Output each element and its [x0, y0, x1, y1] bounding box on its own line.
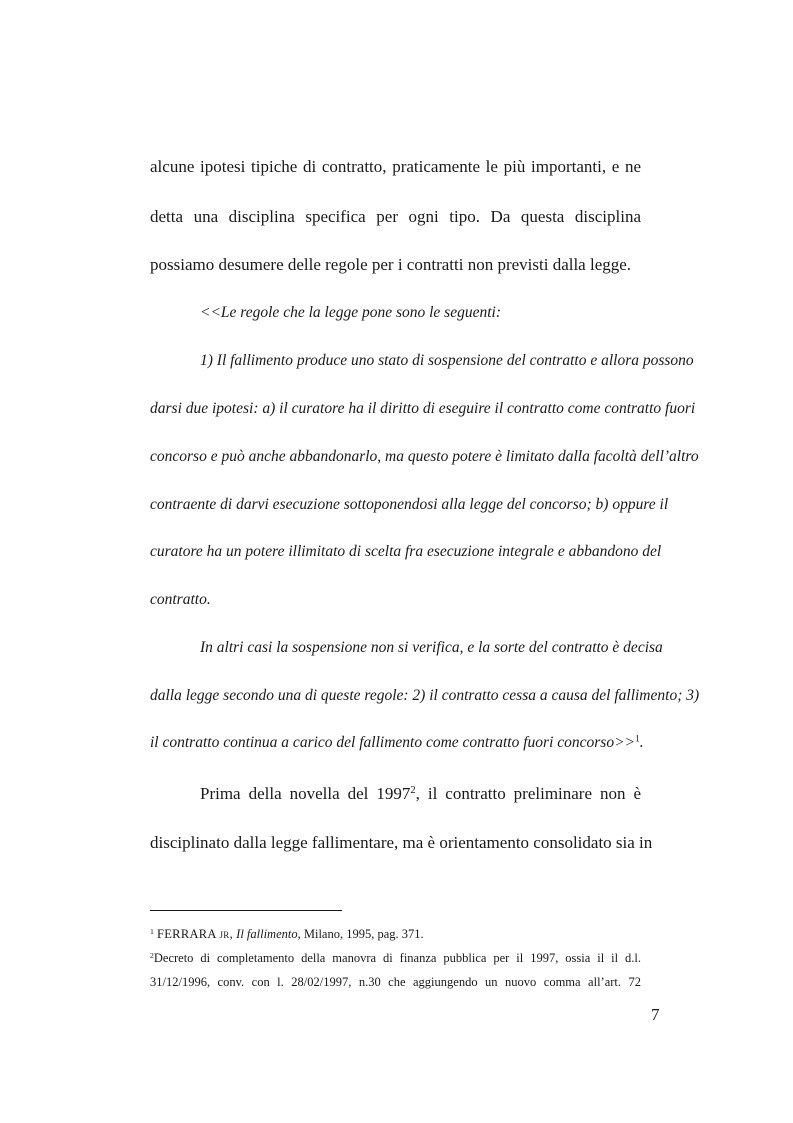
footnote-1-author: FERRARA jr, — [157, 927, 234, 941]
footnote-separator — [150, 910, 342, 911]
quote-line-8: In altri casi la sospensione non si verifica, e la sorte del contratto è decisa — [200, 639, 663, 656]
quote-line-2: 1) Il fallimento produce uno stato di sospensione del contratto e allora possono — [200, 352, 694, 369]
quote-line-6: curatore ha un potere illimitato di scelta fra esecuzione integrale e abbandono del — [150, 543, 662, 560]
quote-line-10-end: . — [639, 734, 644, 751]
quote-line-10 — [150, 733, 644, 751]
quote-line-5: contraente di darvi esecuzione sottoponendosi alla legge del concorso; b) oppure il — [150, 496, 669, 513]
body-line-1: alcune ipotesi tipiche di contratto, praticamente le più importanti, e ne — [150, 157, 641, 176]
footnote-1-rest: , Milano, 1995, pag. 371. — [297, 927, 424, 941]
footnote-1 — [150, 928, 641, 941]
quote-line-4: concorso e può anche abbandonarlo, ma questo potere è limitato dalla facoltà dell’altro — [150, 448, 699, 465]
footnote-ref-1[interactable]: 1 — [635, 733, 640, 745]
quote-intro: <<Le regole che la legge pone sono le seguenti: — [200, 304, 501, 321]
quote-line-10-text: il contratto continua a carico del fallimento come contratto fuori concorso>> — [150, 734, 635, 751]
quote-line-9: dalla legge secondo una di queste regole: 2) il contratto cessa a causa del fallimento; 3) — [150, 687, 700, 704]
footnote-1-title: Il fallimento — [236, 927, 298, 941]
body-line-3: possiamo desumere delle regole per i contratti non previsti dalla legge. — [150, 255, 632, 274]
page-number: 7 — [651, 1005, 660, 1024]
footnote-2-number: 2 — [150, 950, 154, 960]
para-line-2: disciplinato dalla legge fallimentare, ma è orientamento consolidato sia in — [150, 833, 653, 852]
footnote-2-line-2: 31/12/1996, conv. con l. 28/02/1997, n.30 che aggiungendo un nuovo comma all’art. 72 — [150, 975, 641, 989]
footnote-1-number: 1 — [150, 926, 154, 936]
footnote-ref-2[interactable]: 2 — [410, 785, 416, 797]
body-line-2: detta una disciplina specifica per ogni tipo. Da questa disciplina — [150, 207, 641, 226]
para-line-1 — [200, 785, 641, 802]
footnote-2-text-1: Decreto di completamento della manovra di finanza pubblica per il 1997, ossia il il d.l. — [153, 951, 641, 965]
para-line-1-b: , il contratto preliminare non è — [415, 784, 642, 803]
footnote-2-line-1 — [150, 952, 641, 965]
quote-line-3: darsi due ipotesi: a) il curatore ha il diritto di eseguire il contratto come contratto fuori — [150, 400, 696, 417]
quote-line-7: contratto. — [150, 591, 211, 608]
para-line-1-a: Prima della novella del 1997 — [200, 784, 411, 803]
